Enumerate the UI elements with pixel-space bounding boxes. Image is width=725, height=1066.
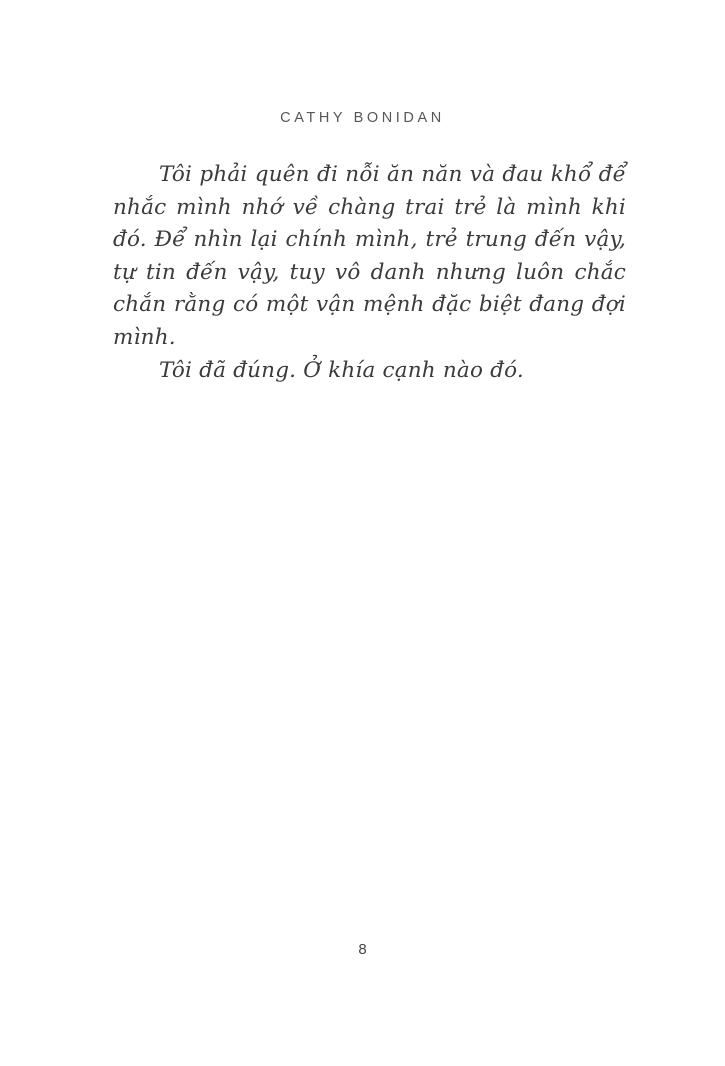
body-paragraph: Tôi đã đúng. Ở khía cạnh nào đó. bbox=[159, 357, 524, 383]
body-paragraph: Tôi phải quên đi nỗi ăn năn và đau khổ để nhắc mình nhớ về chàng trai trẻ là mình khi đó. Để nhìn lại chính mình, trẻ trung đến vậy, tự tin đến vậy, tuy vô danh nhưng luôn chắc chắn rằng có một vận mệnh đặc biệt đang đợi mình. bbox=[113, 162, 626, 350]
page-text-block bbox=[113, 159, 626, 387]
author-running-header: CATHY BONIDAN bbox=[280, 110, 445, 126]
page-number: 8 bbox=[358, 941, 367, 958]
